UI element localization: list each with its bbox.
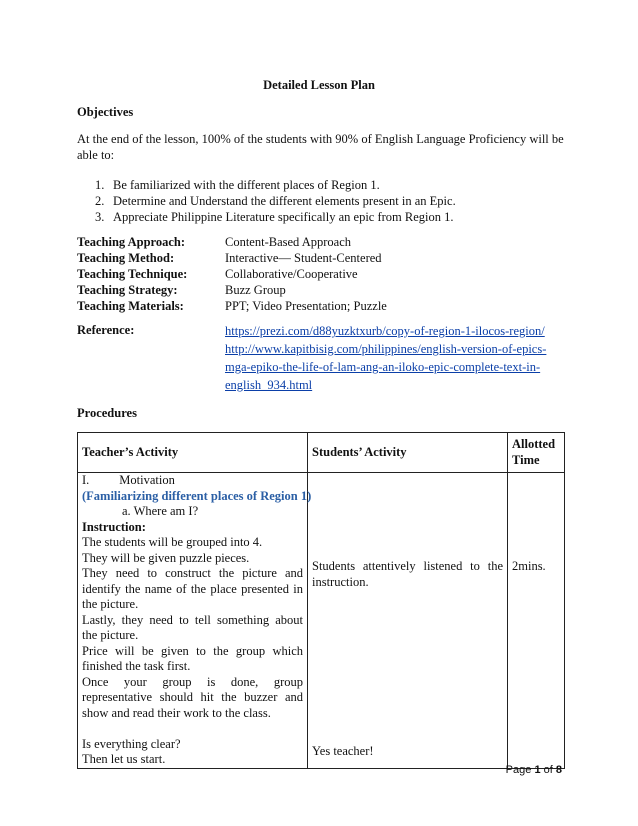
list-item-number: 3. [95,210,105,224]
student-response-yes: Yes teacher! [312,744,374,758]
allotted-time-value: 2mins. [512,559,546,573]
reference-section [77,322,577,394]
reference-link-kapitbisig[interactable]: http://www.kapitbisig.com/philippines/english-version-of-epics- [225,342,547,356]
page-footer [506,762,562,778]
section-heading-line [82,473,303,489]
spacer [82,721,303,737]
objectives-heading: Objectives [77,105,134,119]
list-item-text: Be familiarized with the different places of Region 1. [113,178,380,192]
teaching-technique-row [77,266,577,282]
page-total: 8 [555,764,562,776]
instruction-line: Lastly, they need to tell something about the picture. [82,612,303,642]
teaching-materials-value: PPT; Video Presentation; Puzzle [225,299,387,313]
list-item-number: 1. [95,178,105,192]
reference-link-prezi[interactable]: https://prezi.com/d88yuzktxurb/copy-of-region-1-ilocos-region/ [225,324,545,338]
teacher-activity-header: Teacher’s Activity [78,433,308,473]
instruction-line: The students will be grouped into 4. [82,535,263,549]
teaching-strategy-value: Buzz Group [225,283,286,297]
teaching-strategy-row [77,282,577,298]
list-item-text: Determine and Understand the different elements present in an Epic. [113,194,456,208]
teaching-method-value: Interactive— Student-Centered [225,251,382,265]
of-label: of [543,764,553,776]
teaching-materials-label: Teaching Materials: [77,299,184,313]
teaching-info [77,234,577,314]
instruction-line: Price will be given to the group which finished the task first. [82,643,303,673]
closing-line: Then let us start. [82,752,166,766]
list-item-number: 2. [95,194,105,208]
motivation-subtitle: (Familiarizing different places of Region 1) [82,488,312,503]
students-activity-header: Students’ Activity [308,433,508,473]
instruction-line: They will be given puzzle pieces. [82,550,250,565]
teaching-technique-value: Collaborative/Cooperative [225,267,358,281]
page-label: Page [505,764,532,776]
teaching-method-row [77,250,577,266]
closing-line: Is everything clear? [82,736,181,751]
instruction-line: They need to construct the picture and identify the name of the place presented in the picture. [82,566,303,611]
teaching-technique-label: Teaching Technique: [77,267,188,281]
list-item [95,193,570,209]
objectives-intro: At the end of the lesson, 100% of the students with 90% of English Language Proficiency will be able to: [77,132,564,162]
teaching-materials-row [77,298,577,314]
student-response-instruction: Students attentively listened to the instruction. [312,559,503,589]
allotted-time-cell [508,473,565,769]
reference-link-kapitbisig-cont[interactable]: mga-epiko-the-life-of-lam-ang-an-iloko-epic-complete-text-in- [225,360,541,374]
sub-item: a. Where am I? [122,504,199,518]
section-title: Motivation [119,473,175,487]
procedures-table [77,432,565,769]
students-activity-cell [308,473,508,769]
list-item [95,209,570,225]
document-title: Detailed Lesson Plan [263,78,375,92]
teaching-approach-row [77,234,577,250]
instruction-line: Once your group is done, group representative should hit the buzzer and show and read their work to the class. [82,674,303,720]
table-row [78,473,565,769]
list-item [95,177,570,193]
section-number: I. [82,473,90,487]
page-current: 1 [534,764,541,776]
table-header-row [78,433,565,473]
teaching-approach-label: Teaching Approach: [77,235,186,249]
reference-links [225,322,577,394]
reference-label: Reference: [77,323,135,337]
instruction-heading: Instruction: [82,519,146,534]
list-item-text: Appreciate Philippine Literature specifically an epic from Region 1. [113,210,454,224]
teaching-strategy-label: Teaching Strategy: [77,283,178,297]
teaching-method-label: Teaching Method: [77,251,175,265]
reference-link-kapitbisig-end[interactable]: english_934.html [225,378,313,392]
teaching-approach-value: Content-Based Approach [225,235,352,249]
objectives-list [95,177,570,225]
allotted-time-header: Allotted Time [508,433,565,473]
procedures-heading: Procedures [77,406,137,420]
teacher-activity-cell [78,473,312,769]
